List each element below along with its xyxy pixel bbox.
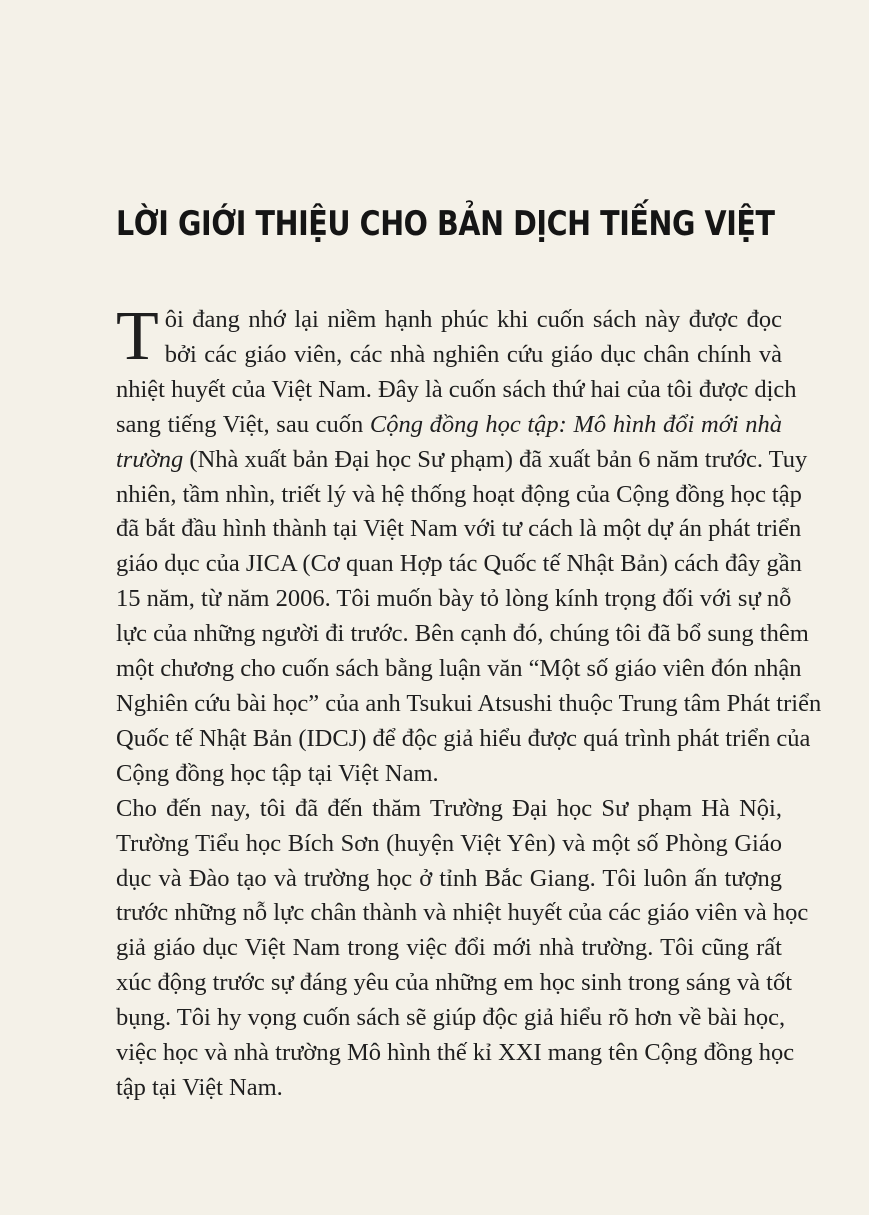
text-line: bởi các giáo viên, các nhà nghiên cứu giáo dục chân chính và <box>164 340 782 368</box>
book-title: trường <box>116 445 184 473</box>
text-line: ôi đang nhớ lại niềm hạnh phúc khi cuốn sách này được đọc <box>164 306 782 333</box>
drop-cap: T <box>116 298 159 375</box>
book-title: Cộng đồng học tập: Mô hình đổi mới nhà <box>369 410 783 438</box>
text-line: giáo dục của JICA (Cơ quan Hợp tác Quốc tế Nhật Bản) cách đây gần <box>116 550 802 578</box>
text-line: bụng. Tôi hy vọng cuốn sách sẽ giúp độc giả hiểu rõ hơn về bài học, <box>116 1004 786 1032</box>
text-line: đã bắt đầu hình thành tại Việt Nam với tư cách là một dự án phát triển <box>116 515 802 543</box>
text-line: nhiên, tầm nhìn, triết lý và hệ thống hoạt động của Cộng đồng học tập <box>116 480 802 508</box>
text-line: Trường Tiểu học Bích Sơn (huyện Việt Yên) và một số Phòng Giáo <box>116 829 782 857</box>
page-title: LỜI GIỚI THIỆU CHO BẢN DỊCH TIẾNG VIỆT <box>116 204 775 244</box>
text-line: tập tại Việt Nam. <box>116 1073 283 1101</box>
line-text: sang tiếng Việt, sau cuốn <box>116 410 370 438</box>
text-line: 15 năm, từ năm 2006. Tôi muốn bày tỏ lòng kính trọng đối với sự nỗ <box>116 585 792 613</box>
line-text: (Nhà xuất bản Đại học Sư phạm) đã xuất bản 6 năm trước. Tuy <box>183 445 808 473</box>
paragraph-1 <box>116 298 822 792</box>
text-line: Quốc tế Nhật Bản (IDCJ) để độc giả hiểu được quá trình phát triển của <box>116 724 811 752</box>
text-line: dục và Đào tạo và trường học ở tỉnh Bắc Giang. Tôi luôn ấn tượng <box>116 864 782 892</box>
paragraph-2 <box>116 792 809 1106</box>
text-line: trước những nỗ lực chân thành và nhiệt huyết của các giáo viên và học <box>116 899 809 927</box>
text-line <box>116 443 808 478</box>
body-text <box>116 298 822 1106</box>
text-line: xúc động trước sự đáng yêu của những em học sinh trong sáng và tốt <box>116 969 793 997</box>
text-line: Cho đến nay, tôi đã đến thăm Trường Đại học Sư phạm Hà Nội, <box>116 794 782 822</box>
text-line: lực của những người đi trước. Bên cạnh đó, chúng tôi đã bổ sung thêm <box>116 620 809 648</box>
text-line: giả giáo dục Việt Nam trong việc đổi mới nhà trường. Tôi cũng rất <box>116 934 782 962</box>
text-line: Cộng đồng học tập tại Việt Nam. <box>116 759 439 787</box>
text-line <box>116 408 782 443</box>
text-line: việc học và nhà trường Mô hình thế kỉ XXI mang tên Cộng đồng học <box>116 1039 795 1067</box>
text-line: nhiệt huyết của Việt Nam. Đây là cuốn sách thứ hai của tôi được dịch <box>116 375 797 403</box>
text-line: một chương cho cuốn sách bằng luận văn “Một số giáo viên đón nhận <box>116 655 802 683</box>
text-line: Nghiên cứu bài học” của anh Tsukui Atsushi thuộc Trung tâm Phát triển <box>116 689 822 717</box>
